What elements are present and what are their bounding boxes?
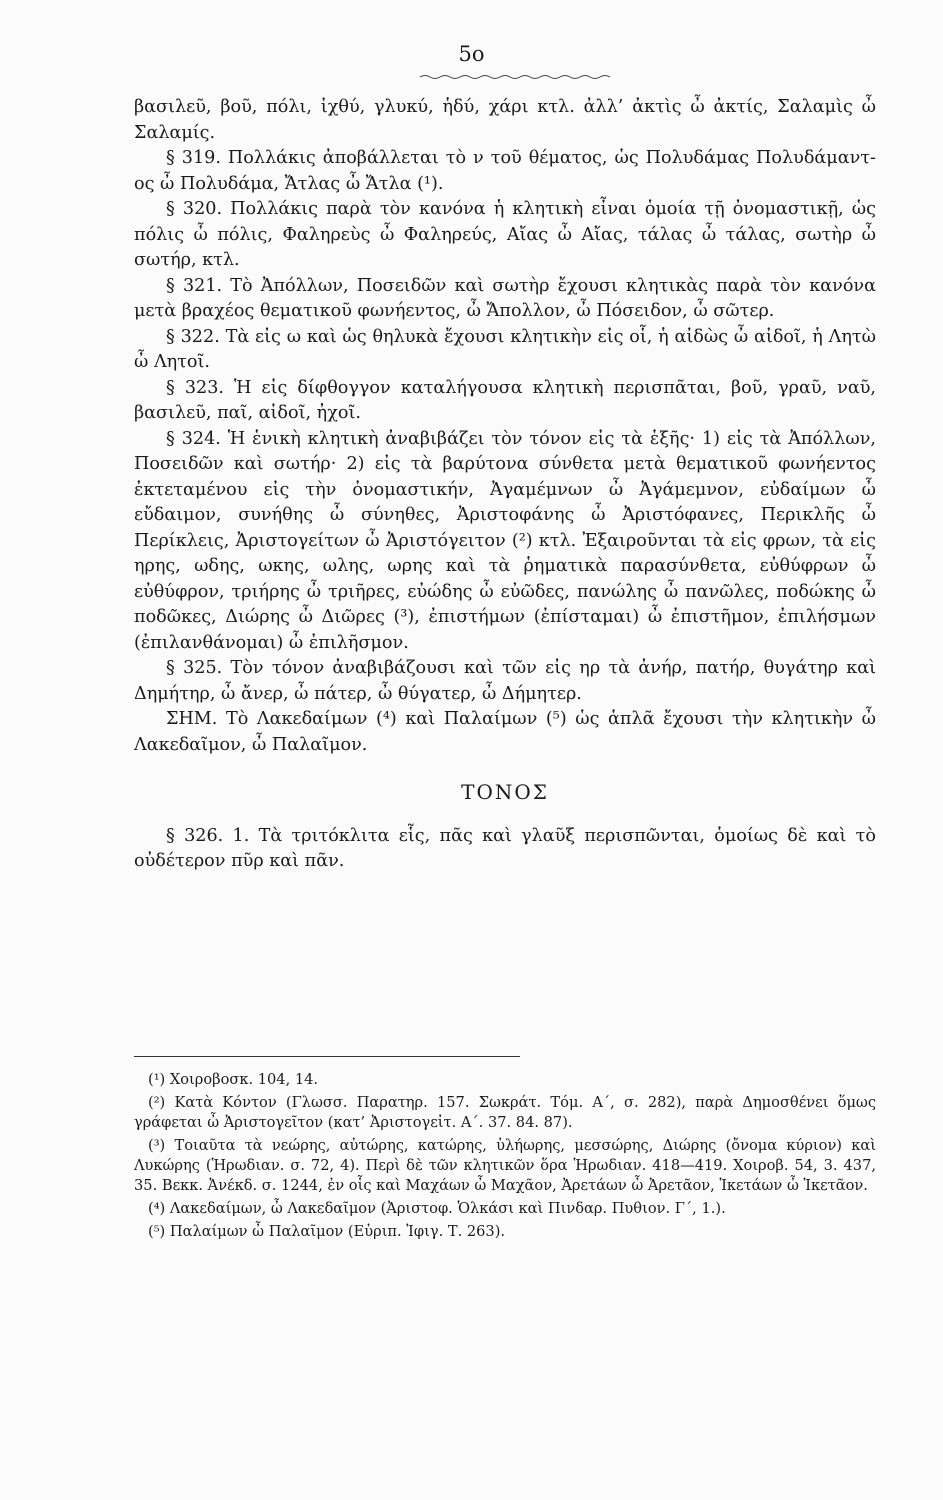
- paragraph: βασιλεῦ, βοῦ, πόλι, ἰχθύ, γλυκύ, ἡδύ, χάρι κτλ. ἀλλ’ ἀκτὶς ὦ ἀκτίς, Σαλαμὶς ὦ Σαλαμίς.: [134, 97, 876, 143]
- footnotes: [134, 1070, 876, 1245]
- footnote-rule: [134, 1056, 520, 1057]
- main-text: [134, 95, 876, 875]
- footnote: (¹) Χοιροβοσκ. 104, 14.: [148, 1071, 319, 1088]
- ornament-divider: [420, 74, 610, 80]
- section-321: § 321. Τὸ Ἀπόλλων, Ποσειδῶν καὶ σωτὴρ ἔχουσι κλητικὰς παρὰ τὸν κανόνα μετὰ βραχέος θεματικοῦ φωνήεντος, ὦ Ἄπολλον, ὦ Πόσειδον, ὦ σῶτερ.: [134, 275, 876, 321]
- footnote: (⁵) Παλαίμων ὦ Παλαῖμον (Εὐριπ. Ἰφιγ. Τ. 263).: [148, 1223, 506, 1240]
- section-323: § 323. Ἡ εἰς δίφθογγον καταλήγουσα κλητικὴ περισπᾶται, βοῦ, γραῦ, ναῦ, βασιλεῦ, παῖ, αἰδοῖ, ἠχοῖ.: [134, 377, 876, 423]
- section-319: § 319. Πολλάκις ἀποβάλλεται τὸ ν τοῦ θέματος, ὡς Πολυδάμας Πολυδάμαντ-ος ὦ Πολυδάμα, Ἄτλας ὦ Ἄτλα (¹).: [134, 148, 876, 194]
- note-paragraph: ΣΗΜ. Τὸ Λακεδαίμων (⁴) καὶ Παλαίμων (⁵) ὡς ἁπλᾶ ἔχουσι τὴν κλητικὴν ὦ Λακεδαῖμον, ὦ Παλαῖμον.: [134, 709, 876, 755]
- section-322: § 322. Τὰ εἰς ω καὶ ὡς θηλυκὰ ἔχουσι κλητικὴν εἰς οἷ, ἡ αἰδὼς ὦ αἰδοῖ, ἡ Λητὼ ὦ Λητοῖ.: [134, 326, 876, 372]
- section-325: § 325. Τὸν τόνον ἀναβιβάζουσι καὶ τῶν εἰς ηρ τὰ ἀνήρ, πατήρ, θυγάτηρ καὶ Δημήτηρ, ὦ ἄνερ, ὦ πάτερ, ὦ θύγατερ, ὦ Δήμητερ.: [134, 658, 876, 704]
- page-number: 5o: [458, 42, 485, 66]
- footnote: (³) Τοιαῦτα τὰ νεώρης, αὐτώρης, κατώρης, ὑλήωρης, μεσσώρης, Διώρης (ὄνομα κύριον) καὶ Λυκώρης (Ἡρωδιαν. σ. 72, 4). Περὶ δὲ τῶν κλητικῶν ὅρα Ἡρωδιαν. 418—419. Χοιροβ. 54, 3. 437, 35. Βεκκ. Ἀνέκδ. σ. 1244, ἐν οἷς καὶ Μαχάων ὦ Μαχᾶον, Ἀρετάων ὦ Ἀρετᾶον, Ἱκετάων ὦ Ἱκετᾶον.: [134, 1137, 876, 1194]
- section-326: § 326. 1. Τὰ τριτόκλιτα εἷς, πᾶς καὶ γλαῦξ περισπῶνται, ὁμοίως δὲ καὶ τὸ οὐδέτερον πῦρ καὶ πᾶν.: [134, 825, 876, 871]
- footnote: (⁴) Λακεδαίμων, ὦ Λακεδαῖμον (Ἀριστοφ. Ὁλκάσι καὶ Πινδαρ. Πυθιον. Γ΄, 1.).: [148, 1200, 726, 1217]
- section-320: § 320. Πολλάκις παρὰ τὸν κανόνα ἡ κλητικὴ εἶναι ὁμοία τῇ ὀνομαστικῇ, ὡς πόλις ὦ πόλις, Φαληρεὺς ὦ Φαληρεύς, Αἴας ὦ Αἴας, τάλας ὦ τάλας, σωτὴρ ὦ σωτήρ, κτλ.: [134, 199, 876, 270]
- footnote: (²) Κατὰ Κόντον (Γλωσσ. Παρατηρ. 157. Σωκράτ. Τόμ. Α΄, σ. 282), παρὰ Δημοσθένει ὅμως γράφεται ὦ Ἀριστογεῖτον (κατ’ Ἀριστογεἰτ. Α΄. 37. 84. 87).: [134, 1094, 876, 1131]
- section-heading: ΤΟΝΟΣ: [461, 780, 549, 804]
- section-324: § 324. Ἡ ἑνικὴ κλητικὴ ἀναβιβάζει τὸν τόνον εἰς τὰ ἑξῆς· 1) εἰς τὰ Ἀπόλλων, Ποσειδῶν καὶ σωτήρ· 2) εἰς τὰ βαρύτονα σύνθετα μετὰ θεματικοῦ φωνήεντος ἐκτεταμένου εἰς τὴν ὀνομαστικήν, Ἀγαμέμνων ὦ Ἀγάμεμνον, εὐδαίμων ὦ εὔδαιμον, συνήθης ὦ σύνηθες, Ἀριστοφάνης ὦ Ἀριστόφανες, Περικλῆς ὦ Περίκλεις, Ἀριστογείτων ὦ Ἀριστόγειτον (²) κτλ. Ἐξαιροῦνται τὰ εἰς φρων, τὰ εἰς ηρης, ωδης, ωκης, ωλης, ωρης καὶ τὰ ῥηματικὰ παρασύνθετα, εὐθύφρων ὦ εὐθύφρον, τριήρης ὦ τριῆρες, εὐώδης ὦ εὐῶδες, πανώλης ὦ πανῶλες, ποδώκης ὦ ποδῶκες, Διώρης ὦ Διῶρες (³), ἐπιστήμων (ἐπίσταμαι) ὦ ἐπιστῆμον, ἐπιλήσμων (ἐπιλανθάνομαι) ὦ ἐπιλῆσμον.: [134, 428, 876, 653]
